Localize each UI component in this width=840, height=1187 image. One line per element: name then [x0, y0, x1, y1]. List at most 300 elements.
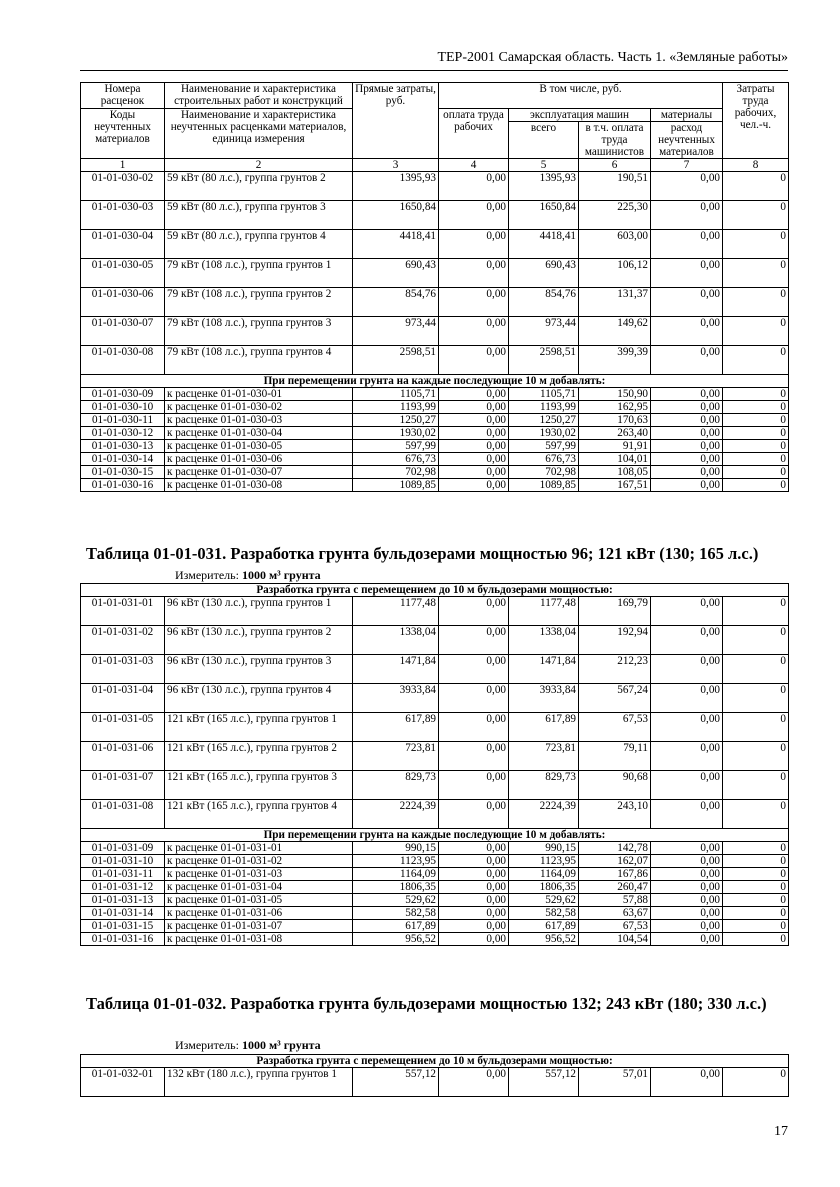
materials: 0,00 [651, 388, 723, 401]
rate-code: 01-01-030-14 [81, 453, 165, 466]
direct-costs: 1089,85 [353, 479, 439, 492]
col-code-bottom: Коды неучтенных материалов [81, 109, 165, 159]
rate-code: 01-01-031-11 [81, 868, 165, 881]
rate-name: 96 кВт (130 л.с.), группа грунтов 3 [165, 655, 353, 684]
col-number: 8 [723, 159, 789, 172]
direct-costs: 1338,04 [353, 626, 439, 655]
column-numbers [81, 159, 789, 172]
materials: 0,00 [651, 800, 723, 829]
direct-costs: 854,76 [353, 288, 439, 317]
rate-code: 01-01-030-15 [81, 466, 165, 479]
direct-costs: 1123,95 [353, 855, 439, 868]
rate-code: 01-01-030-09 [81, 388, 165, 401]
rate-code: 01-01-030-03 [81, 201, 165, 230]
direct-costs: 1806,35 [353, 881, 439, 894]
machine-labor: 603,00 [579, 230, 651, 259]
col-name-bottom: Наименование и характеристика неучтенных расценками материалов, единица измерения [165, 109, 353, 159]
materials: 0,00 [651, 453, 723, 466]
labor-pay: 0,00 [439, 907, 509, 920]
materials: 0,00 [651, 317, 723, 346]
materials: 0,00 [651, 201, 723, 230]
rate-code: 01-01-031-15 [81, 920, 165, 933]
table-row [81, 771, 789, 800]
machine-labor: 57,88 [579, 894, 651, 907]
rate-name: к расценке 01-01-031-05 [165, 894, 353, 907]
rate-name: к расценке 01-01-031-08 [165, 933, 353, 946]
labor-hours: 0 [723, 466, 789, 479]
col-number: 3 [353, 159, 439, 172]
table-row [81, 907, 789, 920]
labor-pay: 0,00 [439, 626, 509, 655]
rate-name: 121 кВт (165 л.с.), группа грунтов 4 [165, 800, 353, 829]
table-row [81, 684, 789, 713]
rate-name: к расценке 01-01-031-01 [165, 842, 353, 855]
labor-pay: 0,00 [439, 440, 509, 453]
rate-name: 96 кВт (130 л.с.), группа грунтов 2 [165, 626, 353, 655]
machine-total: 990,15 [509, 842, 579, 855]
rate-name: к расценке 01-01-030-02 [165, 401, 353, 414]
rate-code: 01-01-030-07 [81, 317, 165, 346]
col-number: 6 [579, 159, 651, 172]
materials: 0,00 [651, 346, 723, 375]
table-031-meter [175, 568, 321, 583]
direct-costs: 1930,02 [353, 427, 439, 440]
labor-pay: 0,00 [439, 388, 509, 401]
table-032-meter [175, 1038, 321, 1053]
rate-name: к расценке 01-01-031-06 [165, 907, 353, 920]
labor-pay: 0,00 [439, 479, 509, 492]
direct-costs: 676,73 [353, 453, 439, 466]
direct-costs: 1471,84 [353, 655, 439, 684]
table-row [81, 800, 789, 829]
rate-code: 01-01-031-08 [81, 800, 165, 829]
materials: 0,00 [651, 1068, 723, 1097]
rate-code: 01-01-030-13 [81, 440, 165, 453]
table-row [81, 855, 789, 868]
machine-total: 1806,35 [509, 881, 579, 894]
labor-pay: 0,00 [439, 401, 509, 414]
machine-total: 2598,51 [509, 346, 579, 375]
rate-code: 01-01-030-08 [81, 346, 165, 375]
rate-name: 79 кВт (108 л.с.), группа грунтов 4 [165, 346, 353, 375]
direct-costs: 2224,39 [353, 800, 439, 829]
col-number: 2 [165, 159, 353, 172]
labor-pay: 0,00 [439, 920, 509, 933]
meter-value: 1000 м³ грунта [241, 568, 321, 582]
col-number: 7 [651, 159, 723, 172]
labor-hours: 0 [723, 172, 789, 201]
col-direct-costs: Прямые затраты, руб. [353, 83, 439, 159]
rate-name: к расценке 01-01-031-03 [165, 868, 353, 881]
machine-total: 1338,04 [509, 626, 579, 655]
rate-code: 01-01-031-05 [81, 713, 165, 742]
labor-hours: 0 [723, 401, 789, 414]
machine-total: 597,99 [509, 440, 579, 453]
machine-labor: 243,10 [579, 800, 651, 829]
materials: 0,00 [651, 626, 723, 655]
labor-hours: 0 [723, 855, 789, 868]
direct-costs: 582,58 [353, 907, 439, 920]
direct-costs: 1250,27 [353, 414, 439, 427]
table-row [81, 230, 789, 259]
direct-costs: 557,12 [353, 1068, 439, 1097]
materials: 0,00 [651, 288, 723, 317]
machine-total: 582,58 [509, 907, 579, 920]
rate-name: к расценке 01-01-030-07 [165, 466, 353, 479]
rate-name: 79 кВт (108 л.с.), группа грунтов 1 [165, 259, 353, 288]
machine-labor: 169,79 [579, 597, 651, 626]
rate-name: 79 кВт (108 л.с.), группа грунтов 2 [165, 288, 353, 317]
direct-costs: 1105,71 [353, 388, 439, 401]
machine-total: 1471,84 [509, 655, 579, 684]
machine-total: 956,52 [509, 933, 579, 946]
header-rule [80, 70, 788, 71]
machine-total: 1930,02 [509, 427, 579, 440]
labor-hours: 0 [723, 920, 789, 933]
machine-labor: 190,51 [579, 172, 651, 201]
labor-hours: 0 [723, 414, 789, 427]
rate-code: 01-01-031-13 [81, 894, 165, 907]
machine-labor: 90,68 [579, 771, 651, 800]
direct-costs: 1164,09 [353, 868, 439, 881]
labor-hours: 0 [723, 684, 789, 713]
labor-hours: 0 [723, 742, 789, 771]
rates-table-032 [80, 1054, 789, 1097]
direct-costs: 990,15 [353, 842, 439, 855]
machine-total: 854,76 [509, 288, 579, 317]
table-row [81, 401, 789, 414]
machine-labor: 108,05 [579, 466, 651, 479]
labor-hours: 0 [723, 388, 789, 401]
table-row [81, 713, 789, 742]
machine-total: 1193,99 [509, 401, 579, 414]
machine-labor: 150,90 [579, 388, 651, 401]
labor-hours: 0 [723, 230, 789, 259]
machine-total: 1250,27 [509, 414, 579, 427]
direct-costs: 1193,99 [353, 401, 439, 414]
table-row [81, 842, 789, 855]
machine-labor: 212,23 [579, 655, 651, 684]
rate-code: 01-01-030-12 [81, 427, 165, 440]
machine-total: 2224,39 [509, 800, 579, 829]
machine-labor: 131,37 [579, 288, 651, 317]
labor-pay: 0,00 [439, 933, 509, 946]
machine-total: 617,89 [509, 713, 579, 742]
direct-costs: 3933,84 [353, 684, 439, 713]
labor-pay: 0,00 [439, 453, 509, 466]
rate-name: к расценке 01-01-030-08 [165, 479, 353, 492]
machine-labor: 104,01 [579, 453, 651, 466]
section-subheader: При перемещении грунта на каждые последующие 10 м добавлять: [81, 375, 789, 388]
rate-code: 01-01-031-12 [81, 881, 165, 894]
section-subheader: Разработка грунта с перемещением до 10 м бульдозерами мощностью: [81, 1055, 789, 1068]
table-row [81, 597, 789, 626]
table-row [81, 388, 789, 401]
table-row [81, 259, 789, 288]
direct-costs: 829,73 [353, 771, 439, 800]
labor-pay: 0,00 [439, 655, 509, 684]
table-row [81, 881, 789, 894]
table-row [81, 742, 789, 771]
materials: 0,00 [651, 771, 723, 800]
rate-name: к расценке 01-01-030-04 [165, 427, 353, 440]
labor-pay: 0,00 [439, 346, 509, 375]
meter-label: Измеритель: [175, 1038, 239, 1052]
rate-name: 121 кВт (165 л.с.), группа грунтов 3 [165, 771, 353, 800]
table-row [81, 414, 789, 427]
labor-hours: 0 [723, 479, 789, 492]
rate-name: к расценке 01-01-030-01 [165, 388, 353, 401]
materials: 0,00 [651, 440, 723, 453]
machine-total: 529,62 [509, 894, 579, 907]
labor-hours: 0 [723, 626, 789, 655]
rate-name: 96 кВт (130 л.с.), группа грунтов 1 [165, 597, 353, 626]
rate-name: к расценке 01-01-030-03 [165, 414, 353, 427]
direct-costs: 2598,51 [353, 346, 439, 375]
materials: 0,00 [651, 172, 723, 201]
table-row [81, 172, 789, 201]
machine-total: 4418,41 [509, 230, 579, 259]
table-row [81, 201, 789, 230]
machine-total: 3933,84 [509, 684, 579, 713]
machine-labor: 567,24 [579, 684, 651, 713]
direct-costs: 723,81 [353, 742, 439, 771]
labor-pay: 0,00 [439, 466, 509, 479]
machine-labor: 104,54 [579, 933, 651, 946]
rate-code: 01-01-031-09 [81, 842, 165, 855]
machine-labor: 63,67 [579, 907, 651, 920]
table-row [81, 626, 789, 655]
col-machine-operation: эксплуатация машин [509, 109, 651, 122]
direct-costs: 529,62 [353, 894, 439, 907]
rate-code: 01-01-032-01 [81, 1068, 165, 1097]
rate-name: 59 кВт (80 л.с.), группа грунтов 3 [165, 201, 353, 230]
labor-pay: 0,00 [439, 317, 509, 346]
machine-labor: 67,53 [579, 920, 651, 933]
rate-code: 01-01-031-01 [81, 597, 165, 626]
rate-code: 01-01-031-04 [81, 684, 165, 713]
labor-hours: 0 [723, 440, 789, 453]
labor-pay: 0,00 [439, 881, 509, 894]
labor-hours: 0 [723, 907, 789, 920]
materials: 0,00 [651, 742, 723, 771]
table-row [81, 479, 789, 492]
machine-labor: 167,86 [579, 868, 651, 881]
materials: 0,00 [651, 259, 723, 288]
table-row [81, 440, 789, 453]
direct-costs: 4418,41 [353, 230, 439, 259]
table-row [81, 466, 789, 479]
labor-pay: 0,00 [439, 201, 509, 230]
labor-pay: 0,00 [439, 842, 509, 855]
machine-total: 1105,71 [509, 388, 579, 401]
machine-total: 1395,93 [509, 172, 579, 201]
rate-name: к расценке 01-01-030-06 [165, 453, 353, 466]
rate-name: к расценке 01-01-031-04 [165, 881, 353, 894]
machine-labor: 167,51 [579, 479, 651, 492]
direct-costs: 1650,84 [353, 201, 439, 230]
labor-pay: 0,00 [439, 597, 509, 626]
machine-labor: 260,47 [579, 881, 651, 894]
table-032-title: Таблица 01-01-032. Разработка грунта бульдозерами мощностью 132; 243 кВт (180; 330 л.с.) [86, 994, 767, 1013]
rate-code: 01-01-030-16 [81, 479, 165, 492]
rates-table-030 [80, 82, 789, 492]
table-row [81, 655, 789, 684]
machine-labor: 162,07 [579, 855, 651, 868]
col-machine-labor: в т.ч. оплата труда машинистов [579, 122, 651, 159]
labor-hours: 0 [723, 800, 789, 829]
labor-hours: 0 [723, 713, 789, 742]
labor-pay: 0,00 [439, 427, 509, 440]
rate-code: 01-01-031-10 [81, 855, 165, 868]
materials: 0,00 [651, 597, 723, 626]
materials: 0,00 [651, 713, 723, 742]
rate-code: 01-01-031-03 [81, 655, 165, 684]
labor-pay: 0,00 [439, 855, 509, 868]
labor-pay: 0,00 [439, 894, 509, 907]
rates-table-031 [80, 583, 789, 946]
rate-code: 01-01-030-02 [81, 172, 165, 201]
direct-costs: 973,44 [353, 317, 439, 346]
rate-name: 59 кВт (80 л.с.), группа грунтов 2 [165, 172, 353, 201]
labor-pay: 0,00 [439, 259, 509, 288]
col-machine-total: всего [509, 122, 579, 159]
rate-code: 01-01-030-06 [81, 288, 165, 317]
machine-labor: 192,94 [579, 626, 651, 655]
labor-hours: 0 [723, 288, 789, 317]
col-materials: материалы [651, 109, 723, 122]
meter-label: Измеритель: [175, 568, 239, 582]
direct-costs: 702,98 [353, 466, 439, 479]
table-header [81, 83, 789, 172]
machine-labor: 91,91 [579, 440, 651, 453]
table-row [81, 933, 789, 946]
labor-pay: 0,00 [439, 288, 509, 317]
machine-total: 1123,95 [509, 855, 579, 868]
rate-name: 79 кВт (108 л.с.), группа грунтов 3 [165, 317, 353, 346]
machine-labor: 67,53 [579, 713, 651, 742]
table-row [81, 920, 789, 933]
machine-total: 557,12 [509, 1068, 579, 1097]
labor-hours: 0 [723, 597, 789, 626]
table-row [81, 288, 789, 317]
rate-code: 01-01-031-02 [81, 626, 165, 655]
materials: 0,00 [651, 466, 723, 479]
meter-value: 1000 м³ грунта [241, 1038, 321, 1052]
materials: 0,00 [651, 842, 723, 855]
machine-labor: 142,78 [579, 842, 651, 855]
direct-costs: 617,89 [353, 920, 439, 933]
col-number: 5 [509, 159, 579, 172]
materials: 0,00 [651, 894, 723, 907]
direct-costs: 956,52 [353, 933, 439, 946]
rate-name: 121 кВт (165 л.с.), группа грунтов 1 [165, 713, 353, 742]
machine-total: 702,98 [509, 466, 579, 479]
materials: 0,00 [651, 881, 723, 894]
labor-pay: 0,00 [439, 684, 509, 713]
col-labor-pay: оплата труда рабочих [439, 109, 509, 159]
rate-code: 01-01-030-05 [81, 259, 165, 288]
col-labor-costs: Затраты труда рабочих, чел.-ч. [723, 83, 789, 159]
materials: 0,00 [651, 414, 723, 427]
rate-code: 01-01-030-10 [81, 401, 165, 414]
rate-code: 01-01-030-04 [81, 230, 165, 259]
labor-hours: 0 [723, 868, 789, 881]
machine-total: 973,44 [509, 317, 579, 346]
rate-code: 01-01-031-16 [81, 933, 165, 946]
rate-name: к расценке 01-01-030-05 [165, 440, 353, 453]
page-number: 17 [774, 1124, 788, 1139]
labor-hours: 0 [723, 933, 789, 946]
labor-hours: 0 [723, 259, 789, 288]
rate-code: 01-01-030-11 [81, 414, 165, 427]
col-name-top: Наименование и характеристика строительных работ и конструкций [165, 83, 353, 109]
labor-pay: 0,00 [439, 800, 509, 829]
machine-labor: 106,12 [579, 259, 651, 288]
labor-pay: 0,00 [439, 868, 509, 881]
table-row [81, 346, 789, 375]
rate-code: 01-01-031-14 [81, 907, 165, 920]
direct-costs: 597,99 [353, 440, 439, 453]
table-row [81, 894, 789, 907]
machine-total: 723,81 [509, 742, 579, 771]
machine-labor: 149,62 [579, 317, 651, 346]
direct-costs: 1395,93 [353, 172, 439, 201]
materials: 0,00 [651, 230, 723, 259]
materials: 0,00 [651, 855, 723, 868]
rate-name: 96 кВт (130 л.с.), группа грунтов 4 [165, 684, 353, 713]
machine-total: 1164,09 [509, 868, 579, 881]
rate-name: к расценке 01-01-031-07 [165, 920, 353, 933]
materials: 0,00 [651, 920, 723, 933]
col-number: 4 [439, 159, 509, 172]
machine-total: 1177,48 [509, 597, 579, 626]
materials: 0,00 [651, 401, 723, 414]
labor-hours: 0 [723, 1068, 789, 1097]
labor-pay: 0,00 [439, 172, 509, 201]
materials: 0,00 [651, 907, 723, 920]
machine-labor: 57,01 [579, 1068, 651, 1097]
rate-name: 121 кВт (165 л.с.), группа грунтов 2 [165, 742, 353, 771]
labor-pay: 0,00 [439, 771, 509, 800]
running-header: ТЕР-2001 Самарская область. Часть 1. «Земляные работы» [437, 50, 788, 65]
col-code-top: Номера расценок [81, 83, 165, 109]
col-materials-unaccounted: расход неучтенных материалов [651, 122, 723, 159]
materials: 0,00 [651, 427, 723, 440]
machine-total: 676,73 [509, 453, 579, 466]
machine-total: 1089,85 [509, 479, 579, 492]
machine-labor: 162,95 [579, 401, 651, 414]
materials: 0,00 [651, 479, 723, 492]
labor-hours: 0 [723, 317, 789, 346]
materials: 0,00 [651, 933, 723, 946]
machine-labor: 399,39 [579, 346, 651, 375]
table-row [81, 317, 789, 346]
materials: 0,00 [651, 684, 723, 713]
machine-total: 690,43 [509, 259, 579, 288]
rate-name: 132 кВт (180 л.с.), группа грунтов 1 [165, 1068, 353, 1097]
machine-total: 829,73 [509, 771, 579, 800]
col-number: 1 [81, 159, 165, 172]
direct-costs: 1177,48 [353, 597, 439, 626]
col-including: В том числе, руб. [439, 83, 723, 109]
machine-labor: 263,40 [579, 427, 651, 440]
direct-costs: 617,89 [353, 713, 439, 742]
labor-hours: 0 [723, 346, 789, 375]
labor-hours: 0 [723, 881, 789, 894]
section-subheader: Разработка грунта с перемещением до 10 м бульдозерами мощностью: [81, 584, 789, 597]
labor-pay: 0,00 [439, 742, 509, 771]
